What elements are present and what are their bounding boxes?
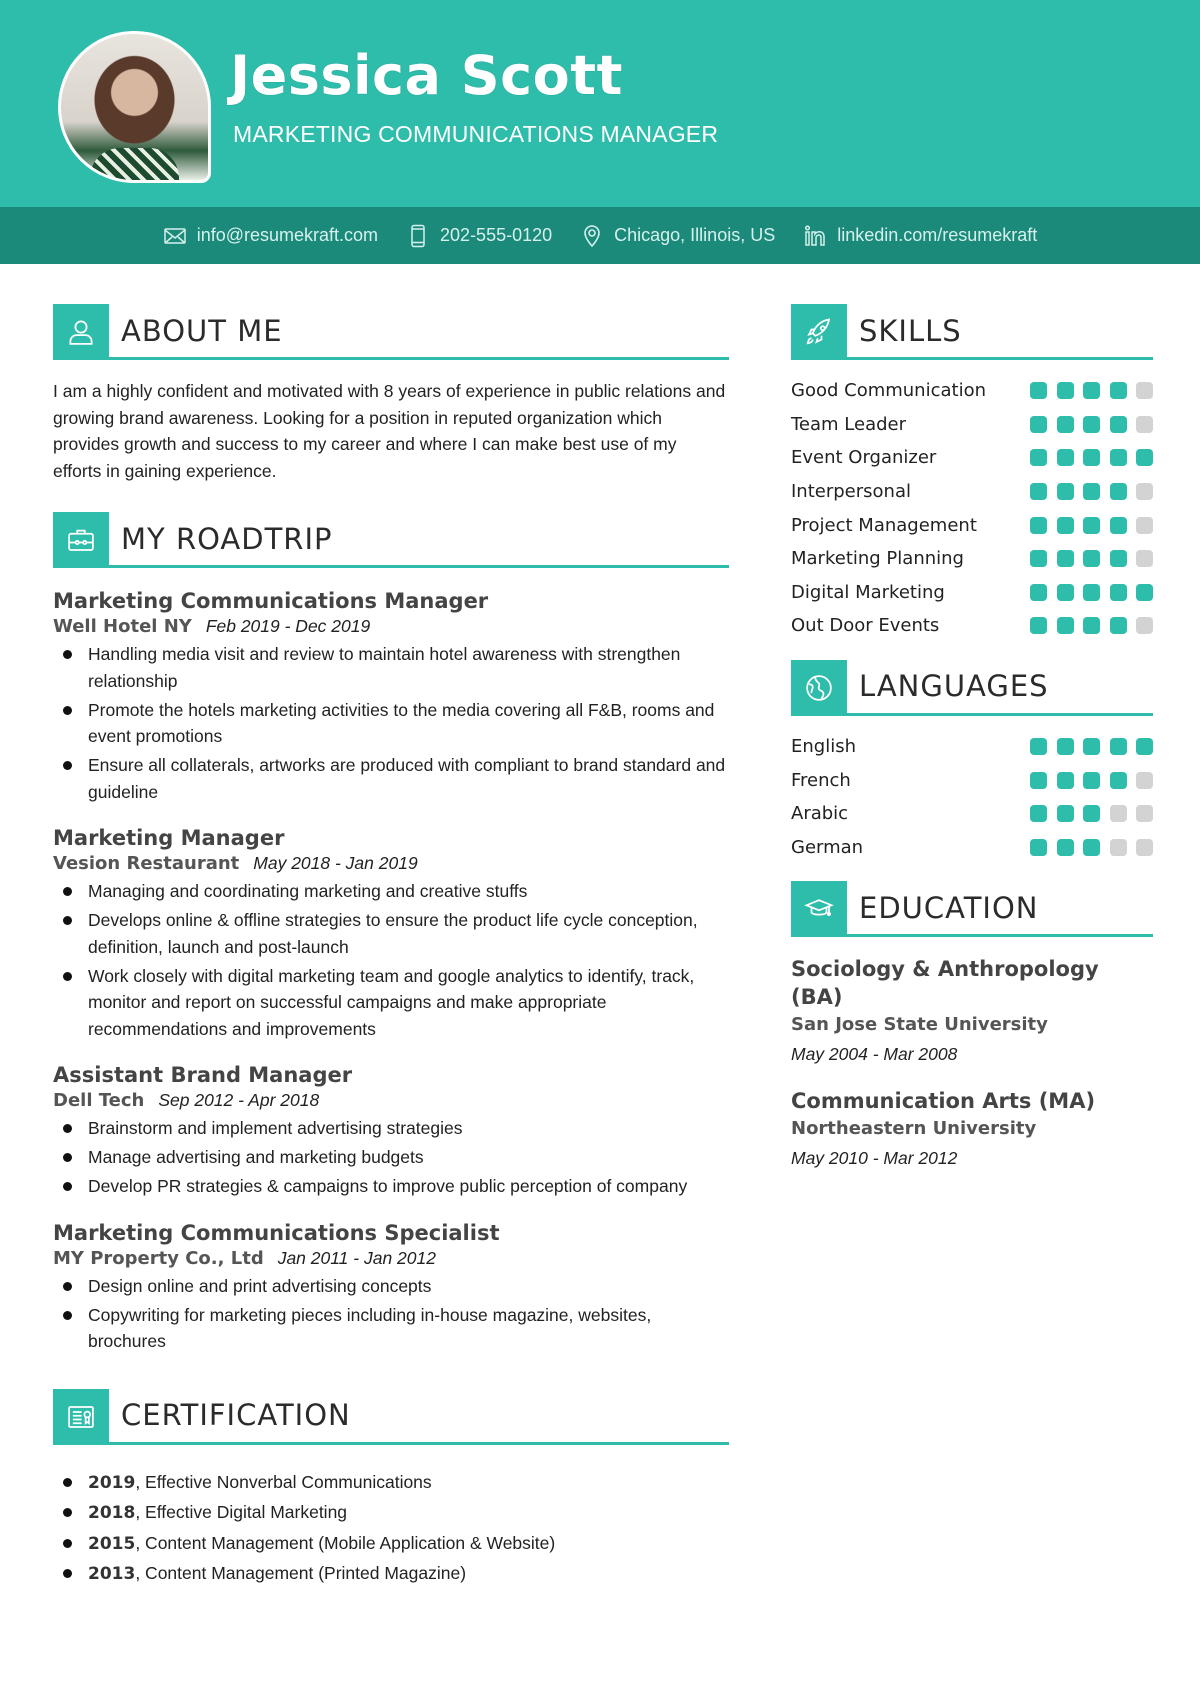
rating-dot-filled — [1110, 382, 1127, 399]
rating-dot-filled — [1083, 772, 1100, 789]
experience-section — [53, 512, 729, 1355]
phone-icon — [406, 224, 430, 248]
rating-dot-empty — [1136, 839, 1153, 856]
rating-dot-filled — [1083, 416, 1100, 433]
skill-label: Out Door Events — [791, 615, 940, 637]
rating-dot-filled — [1083, 550, 1100, 567]
job-entry — [53, 588, 729, 805]
certification-item — [53, 1530, 729, 1558]
language-row — [791, 763, 1153, 797]
rating-dot-empty — [1110, 805, 1127, 822]
rating-dot-filled — [1110, 550, 1127, 567]
rating-dot-filled — [1136, 738, 1153, 755]
rating-dot-filled — [1083, 483, 1100, 500]
education-school: Northeastern University — [791, 1118, 1037, 1140]
rating-dot-filled — [1057, 483, 1074, 500]
education-degree: Communication Arts (MA) — [791, 1089, 1096, 1114]
rating-dot-filled — [1057, 738, 1074, 755]
job-entry — [53, 825, 729, 1042]
contact-email-text: info@resumekraft.com — [196, 225, 379, 245]
language-row — [791, 730, 1153, 764]
section-header-certification — [53, 1389, 729, 1445]
rating-dot-filled — [1083, 382, 1100, 399]
rating-dot-filled — [1110, 772, 1127, 789]
job-title: Marketing Communications Specialist — [53, 1220, 500, 1245]
job-title: Marketing Communications Manager — [53, 589, 489, 613]
education-section — [791, 881, 1153, 1173]
location-pin-icon — [580, 224, 604, 248]
rating-dot-filled — [1057, 550, 1074, 567]
skills-list — [791, 374, 1153, 643]
job-company: MY Property Co., Ltd — [53, 1247, 264, 1269]
skill-label: Good Communication — [791, 380, 986, 402]
graduation-cap-icon — [804, 894, 834, 924]
skill-rating — [1030, 584, 1153, 601]
rating-dot-filled — [1110, 738, 1127, 755]
candidate-title: MARKETING COMMUNICATIONS MANAGER — [233, 121, 719, 147]
skills-section — [791, 304, 1153, 643]
rating-dot-filled — [1083, 517, 1100, 534]
rating-dot-filled — [1030, 517, 1047, 534]
rating-dot-empty — [1136, 772, 1153, 789]
skill-row — [791, 542, 1153, 576]
rating-dot-filled — [1030, 382, 1047, 399]
profile-photo — [58, 31, 211, 183]
education-entry — [791, 1087, 1153, 1173]
job-bullet: Promote the hotels marketing activities to the media covering all F&B, rooms and event promotions — [53, 697, 729, 750]
skill-row — [791, 508, 1153, 542]
rating-dot-filled — [1110, 483, 1127, 500]
languages-list — [791, 730, 1153, 864]
linkedin-icon — [803, 224, 827, 248]
job-entry — [53, 1062, 729, 1200]
cert-text: , Content Management (Mobile Application & Website) — [135, 1532, 556, 1553]
about-icon-box — [53, 304, 109, 360]
right-column — [791, 304, 1153, 1173]
skill-label: Project Management — [791, 514, 977, 536]
rating-dot-filled — [1030, 584, 1047, 601]
rating-dot-filled — [1083, 449, 1100, 466]
rating-dot-filled — [1030, 738, 1047, 755]
job-title: Marketing Manager — [53, 826, 285, 850]
job-meta — [53, 853, 729, 874]
education-icon-box — [791, 881, 847, 937]
certification-item — [53, 1469, 729, 1497]
language-label: English — [791, 736, 856, 758]
contact-linkedin[interactable] — [803, 224, 1037, 248]
cert-year: 2015 — [88, 1533, 136, 1554]
job-bullet: Managing and coordinating marketing and creative stuffs — [53, 878, 729, 905]
skill-row — [791, 475, 1153, 509]
certification-item — [53, 1560, 729, 1588]
contact-bar — [0, 207, 1200, 264]
skill-row — [791, 408, 1153, 442]
skill-row — [791, 441, 1153, 475]
skill-rating — [1030, 483, 1153, 500]
rating-dot-filled — [1030, 550, 1047, 567]
languages-section — [791, 660, 1153, 864]
section-header-education — [791, 881, 1153, 937]
rating-dot-filled — [1030, 449, 1047, 466]
rating-dot-filled — [1083, 738, 1100, 755]
rating-dot-empty — [1136, 617, 1153, 634]
languages-icon-box — [791, 660, 847, 716]
rating-dot-empty — [1136, 382, 1153, 399]
cert-year: 2013 — [88, 1564, 136, 1584]
skill-label: Digital Marketing — [791, 581, 945, 603]
certification-item — [53, 1499, 729, 1527]
skill-label: Interpersonal — [791, 481, 911, 503]
education-degree: Sociology & Anthropology (BA) — [791, 957, 1099, 1010]
rating-dot-filled — [1030, 483, 1047, 500]
certificate-icon — [66, 1402, 96, 1432]
left-column — [53, 304, 729, 1591]
language-label: German — [791, 836, 864, 858]
job-dates: Feb 2019 - Dec 2019 — [205, 616, 371, 636]
rating-dot-filled — [1110, 617, 1127, 634]
rating-dot-filled — [1083, 584, 1100, 601]
education-entry — [791, 955, 1153, 1069]
rating-dot-filled — [1030, 839, 1047, 856]
job-bullet: Ensure all collaterals, artworks are produced with compliant to brand standard and guideline — [53, 752, 729, 805]
language-rating — [1030, 738, 1153, 755]
job-dates: Sep 2012 - Apr 2018 — [158, 1090, 320, 1110]
cert-text: , Effective Digital Marketing — [135, 1502, 348, 1522]
contact-linkedin-text: linkedin.com/resumekraft — [837, 225, 1038, 245]
rating-dot-empty — [1136, 416, 1153, 433]
rating-dot-filled — [1030, 772, 1047, 789]
rating-dot-filled — [1057, 839, 1074, 856]
rating-dot-filled — [1110, 416, 1127, 433]
language-rating — [1030, 805, 1153, 822]
rating-dot-filled — [1136, 584, 1153, 601]
rating-dot-empty — [1136, 517, 1153, 534]
cert-year: 2019 — [88, 1472, 136, 1493]
job-company: Dell Tech — [53, 1090, 145, 1111]
job-bullet: Handling media visit and review to maintain hotel awareness with strengthen relationship — [53, 641, 729, 694]
rating-dot-empty — [1136, 550, 1153, 567]
skills-icon-box — [791, 304, 847, 360]
job-dates: May 2018 - Jan 2019 — [253, 853, 418, 873]
section-title-about: ABOUT ME — [109, 304, 729, 360]
user-icon — [66, 317, 96, 347]
skill-rating — [1030, 416, 1153, 433]
rating-dot-filled — [1083, 839, 1100, 856]
rating-dot-empty — [1136, 805, 1153, 822]
skill-row — [791, 374, 1153, 408]
language-rating — [1030, 772, 1153, 789]
skill-label: Event Organizer — [791, 447, 937, 469]
cert-text: , Content Management (Printed Magazine) — [135, 1563, 467, 1583]
roadtrip-icon-box — [53, 512, 109, 568]
globe-icon — [804, 673, 834, 703]
job-dates: Jan 2011 - Jan 2012 — [277, 1247, 436, 1268]
rating-dot-filled — [1136, 449, 1153, 466]
job-bullet: Design online and print advertising concepts — [53, 1273, 729, 1300]
rating-dot-filled — [1110, 517, 1127, 534]
contact-email[interactable] — [163, 224, 378, 248]
section-title-skills: SKILLS — [847, 304, 1153, 360]
job-bullet: Manage advertising and marketing budgets — [53, 1144, 729, 1171]
rating-dot-filled — [1057, 772, 1074, 789]
language-label: Arabic — [791, 803, 849, 825]
contact-location — [580, 224, 775, 248]
rating-dot-filled — [1110, 449, 1127, 466]
envelope-icon — [163, 224, 187, 248]
job-title: Assistant Brand Manager — [53, 1063, 353, 1087]
section-title-roadtrip: MY ROADTRIP — [109, 512, 729, 568]
job-bullet: Develops online & offline strategies to ensure the product life cycle conception, definition, launch and post-launch — [53, 907, 729, 960]
header-banner — [0, 0, 1200, 207]
language-rating — [1030, 839, 1153, 856]
language-row — [791, 831, 1153, 865]
candidate-name: Jessica Scott — [230, 44, 623, 107]
language-label: French — [791, 769, 851, 791]
skill-rating — [1030, 382, 1153, 399]
rating-dot-filled — [1110, 584, 1127, 601]
section-header-skills — [791, 304, 1153, 360]
rating-dot-filled — [1057, 517, 1074, 534]
education-dates: May 2004 - Mar 2008 — [791, 1044, 958, 1065]
rating-dot-empty — [1136, 483, 1153, 500]
job-bullet: Copywriting for marketing pieces including in-house magazine, websites, brochures — [53, 1302, 729, 1355]
job-bullets — [53, 1115, 729, 1200]
rating-dot-filled — [1057, 584, 1074, 601]
education-school: San Jose State University — [791, 1014, 1048, 1036]
rating-dot-filled — [1057, 617, 1074, 634]
contact-phone-text: 202-555-0120 — [440, 225, 553, 245]
about-section — [53, 304, 729, 484]
rating-dot-filled — [1030, 617, 1047, 634]
job-company: Vesion Restaurant — [53, 853, 240, 874]
job-bullet: Develop PR strategies & campaigns to improve public perception of company — [53, 1173, 729, 1200]
rating-dot-filled — [1057, 449, 1074, 466]
skill-rating — [1030, 617, 1153, 634]
job-bullets — [53, 1273, 729, 1355]
skill-rating — [1030, 517, 1153, 534]
certification-icon-box — [53, 1389, 109, 1445]
skill-rating — [1030, 550, 1153, 567]
briefcase-icon — [66, 525, 96, 555]
rating-dot-filled — [1083, 805, 1100, 822]
cert-year: 2018 — [88, 1503, 136, 1523]
job-bullet: Work closely with digital marketing team and google analytics to identify, track, monitor and report on successful campaigns and make appropriate recommendations and improvements — [53, 963, 729, 1043]
certification-section — [53, 1389, 729, 1588]
job-meta — [53, 1090, 729, 1111]
education-dates: May 2010 - Mar 2012 — [791, 1148, 958, 1169]
skill-label: Team Leader — [791, 413, 907, 435]
job-entry — [53, 1220, 729, 1355]
rating-dot-empty — [1110, 839, 1127, 856]
job-meta — [53, 1248, 729, 1269]
section-title-languages: LANGUAGES — [847, 660, 1153, 716]
job-company: Well Hotel NY — [53, 616, 192, 637]
job-bullets — [53, 878, 729, 1042]
rating-dot-filled — [1057, 382, 1074, 399]
skill-rating — [1030, 449, 1153, 466]
rocket-icon — [804, 317, 834, 347]
rating-dot-filled — [1030, 416, 1047, 433]
section-title-certification: CERTIFICATION — [109, 1389, 729, 1445]
job-bullet: Brainstorm and implement advertising strategies — [53, 1115, 729, 1142]
certification-list — [53, 1469, 729, 1588]
about-text: I am a highly confident and motivated with 8 years of experience in public relations and growing brand awareness. Looking for a position in reputed organization which provides growth and success to my career and where I can make best use of my efforts in gaining experience. — [53, 381, 726, 481]
rating-dot-filled — [1083, 617, 1100, 634]
job-bullets — [53, 641, 729, 805]
skill-label: Marketing Planning — [791, 548, 964, 570]
section-header-roadtrip — [53, 512, 729, 568]
section-title-education: EDUCATION — [847, 881, 1153, 937]
section-header-languages — [791, 660, 1153, 716]
rating-dot-filled — [1057, 416, 1074, 433]
contact-location-text: Chicago, Illinois, US — [614, 225, 776, 245]
job-meta — [53, 616, 729, 637]
skill-row — [791, 576, 1153, 610]
contact-phone[interactable] — [406, 224, 552, 248]
cert-text: , Effective Nonverbal Communications — [135, 1471, 432, 1492]
skill-row — [791, 609, 1153, 643]
section-header-about — [53, 304, 729, 360]
rating-dot-filled — [1030, 805, 1047, 822]
language-row — [791, 797, 1153, 831]
photo-detail — [90, 148, 178, 180]
rating-dot-filled — [1057, 805, 1074, 822]
